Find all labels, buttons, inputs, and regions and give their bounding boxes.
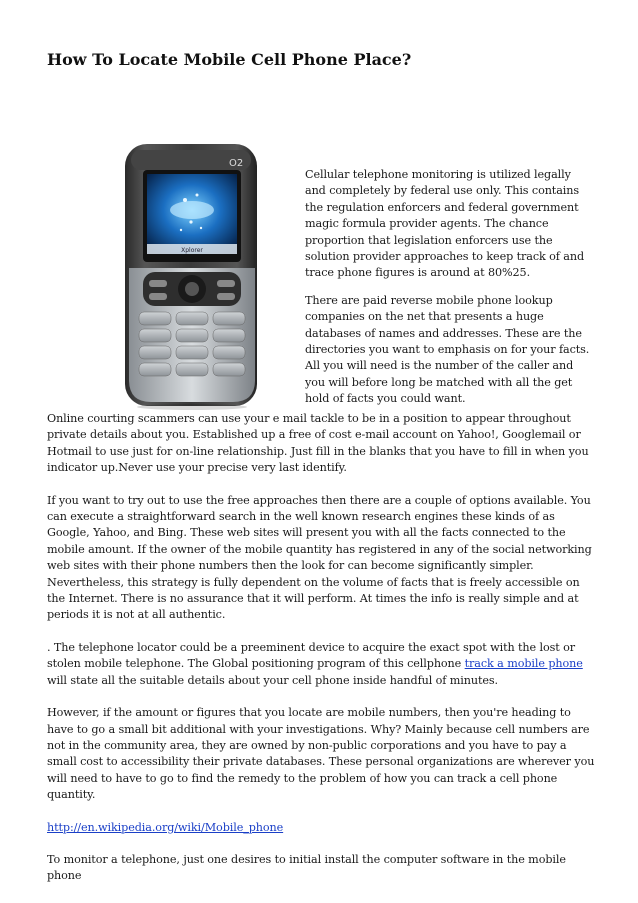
intro-paragraph: There are paid reverse mobile phone lookup companies on the net that presents a huge databases of names and addresses. These are the directories you want to emphasis on for your facts. All you will need is the number of the caller and you will before long be matched with all the get hold of facts you could want.	[305, 293, 590, 406]
wikipedia-link[interactable]: http://en.wikipedia.org/wiki/Mobile_phone	[47, 820, 284, 834]
body-paragraph: Online courting scammers can use your e mail tackle to be in a position to appear throughout private details about you. Established up a free of cost e-mail account on Yahoo!, Googlemail or Hotmail to use just for on-line relationship. Just fill in the blanks that you have to fill in when you indicator up.Never use your precise very last identify.	[47, 412, 589, 475]
intro-paragraph: Cellular telephone monitoring is utilized legally and completely by federal use only. This contains the regulation enforcers and federal government magic formula provider agents. The chance proportion that legislation enforcers use the solution provider approaches to keep track of and trace phone figures is around at 80%25.	[305, 168, 585, 280]
article-body	[47, 411, 595, 901]
mobile-phone-image	[117, 140, 267, 410]
paragraph-text: will state all the suitable details about your cell phone inside handful of minutes.	[47, 673, 498, 687]
body-paragraph	[47, 640, 595, 689]
brand-logo: O2	[229, 158, 244, 169]
track-mobile-phone-link[interactable]: track a mobile phone	[464, 657, 583, 671]
intro-column	[305, 167, 592, 419]
body-paragraph: To monitor a telephone, just one desires to initial install the computer software in the mobile phone	[47, 852, 566, 883]
link-paragraph	[47, 820, 595, 836]
screen-caption: Xplorer	[181, 247, 203, 254]
body-paragraph: However, if the amount or figures that you locate are mobile numbers, then you're heading to have to go a small bit additional with your investigations. Why? Mainly because cell numbers are not in the community area, they are owned by non-public corporations and you have to pay a small cost to accessibility their private databases. These personal organizations are wherever you will need to have to go to find the remedy to the problem of how you can track a cell phone quantity.	[47, 706, 595, 802]
page-title: How To Locate Mobile Cell Phone Place?	[47, 50, 412, 69]
paragraph-text: . The telephone locator could be a preeminent device to acquire the exact spot with the lost or stolen mobile telephone. The Global positioning program of this cellphone	[47, 640, 576, 671]
body-paragraph: If you want to try out to use the free approaches then there are a couple of options available. You can execute a straightforward search in the well known research engines these kinds of as Google, Yahoo, and Bing. These web sites will present you with all the facts connected to the mobile amount. If the owner of the mobile quantity has registered in any of the social networking web sites with their phone numbers then the look for can become significantly simpler. Nevertheless, this strategy is fully dependent on the volume of facts that is freely accessible on the Internet. There is no assurance that it will perform. At times the info is really simple and at periods it is not at all authentic.	[47, 493, 592, 622]
